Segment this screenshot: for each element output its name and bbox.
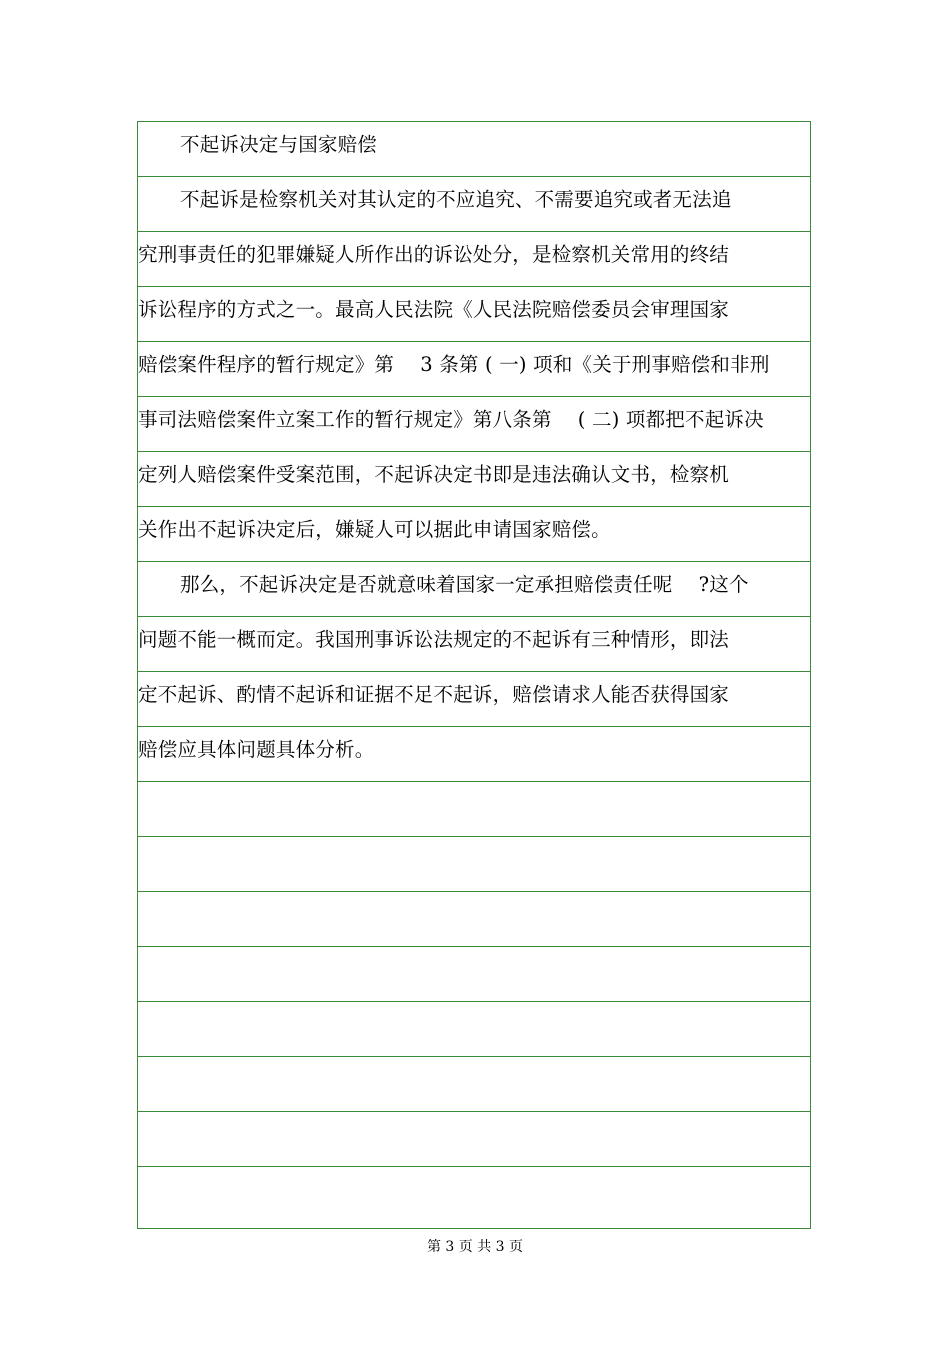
empty-ruled-row (138, 947, 810, 1002)
page-number: 第 3 页 共 3 页 (426, 1239, 524, 1255)
ruled-row (138, 617, 810, 672)
ruled-row (138, 232, 810, 287)
body-line: 诉讼程序的方式之一。最高人民法院《人民法院赔偿委员会审理国家 (138, 298, 730, 321)
body-line: 不起诉是检察机关对其认定的不应追究、不需要追究或者无法追 (180, 188, 732, 211)
body-line: 定列人赔偿案件受案范围，不起诉决定书即是违法确认文书，检察机 (138, 463, 730, 486)
ruled-page (137, 121, 811, 1229)
ruled-row (138, 342, 810, 397)
ruled-row (138, 562, 810, 617)
empty-ruled-row (138, 782, 810, 837)
ruled-row (138, 397, 810, 452)
body-line: 赔偿应具体问题具体分析。 (138, 738, 375, 761)
body-line: 事司法赔偿案件立案工作的暂行规定》第八条第 ( 二) 项都把不起诉决 (138, 408, 764, 431)
empty-ruled-row (138, 1167, 810, 1228)
empty-ruled-row (138, 892, 810, 947)
empty-ruled-row (138, 1057, 810, 1112)
empty-ruled-row (138, 1112, 810, 1167)
body-line: 究刑事责任的犯罪嫌疑人所作出的诉讼处分，是检察机关常用的终结 (138, 243, 730, 266)
empty-ruled-row (138, 1002, 810, 1057)
ruled-row (138, 452, 810, 507)
ruled-row (138, 727, 810, 782)
ruled-row (138, 287, 810, 342)
empty-ruled-row (138, 837, 810, 892)
ruled-row (138, 177, 810, 232)
body-line: 关作出不起诉决定后，嫌疑人可以据此申请国家赔偿。 (138, 518, 611, 541)
document-title: 不起诉决定与国家赔偿 (180, 133, 378, 156)
body-line: 问题不能一概而定。我国刑事诉讼法规定的不起诉有三种情形，即法 (138, 628, 730, 651)
body-line: 那么，不起诉决定是否就意味着国家一定承担赔偿责任呢 ?这个 (180, 573, 749, 596)
ruled-row-title (138, 122, 810, 177)
ruled-row (138, 672, 810, 727)
body-line: 定不起诉、酌情不起诉和证据不足不起诉，赔偿请求人能否获得国家 (138, 683, 730, 706)
ruled-row (138, 507, 810, 562)
body-line: 赔偿案件程序的暂行规定》第 3 条第 ( 一) 项和《关于刑事赔偿和非刑 (138, 353, 770, 376)
